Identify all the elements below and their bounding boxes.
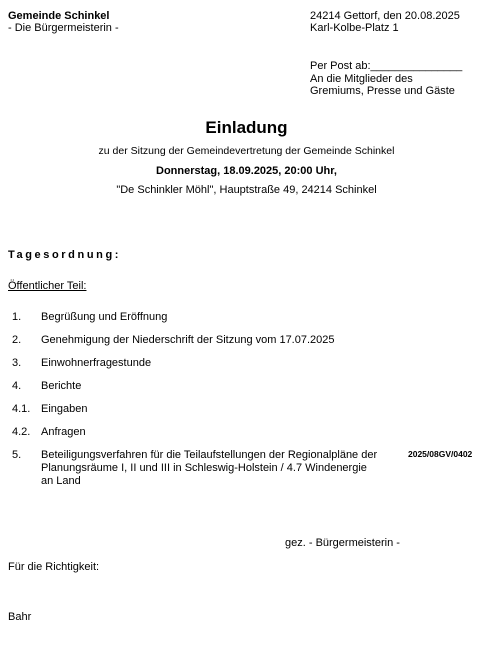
clerk-name: Bahr xyxy=(8,611,32,623)
agenda-heading: Tagesordnung: xyxy=(8,249,122,261)
meeting-datetime: Donnerstag, 18.09.2025, 20:00 Uhr, xyxy=(156,165,337,177)
meeting-location: "De Schinkler Möhl", Hauptstraße 49, 24214 Schinkel xyxy=(116,184,377,196)
agenda-item-number: 2. xyxy=(12,334,22,346)
address: Karl-Kolbe-Platz 1 xyxy=(310,22,399,34)
post-line: Per Post ab:_______________ xyxy=(310,60,463,72)
agenda-item-text: Genehmigung der Niederschrift der Sitzung vom 17.07.2025 xyxy=(41,334,335,346)
agenda-item-text: Einwohnerfragestunde xyxy=(41,357,152,369)
agenda-item-text: Begrüßung und Eröffnung xyxy=(41,311,168,323)
agenda-item-number: 5. xyxy=(12,449,22,461)
recipients-line-2: Gremiums, Presse und Gäste xyxy=(310,85,455,97)
agenda-item-number: 1. xyxy=(12,311,22,323)
org-subtitle: - Die Bürgermeisterin - xyxy=(8,22,119,34)
invitation-subtitle: zu der Sitzung der Gemeindevertretung der Gemeinde Schinkel xyxy=(98,145,395,157)
org-name: Gemeinde Schinkel xyxy=(8,10,110,22)
agenda-item-text: Beteiligungsverfahren für die Teilaufstellungen der Regionalpläne der Planungsräume I, II und III in Schleswig-Holstein / 4.7 Windenergie an Land xyxy=(41,449,378,487)
invitation-title: Einladung xyxy=(205,118,288,137)
agenda-item-text: Berichte xyxy=(41,380,82,392)
agenda-item-reference: 2025/08GV/0402 xyxy=(408,449,473,459)
signature-line: gez. - Bürgermeisterin - xyxy=(285,537,400,549)
recipients-line-1: An die Mitglieder des xyxy=(310,73,413,85)
place-date: 24214 Gettorf, den 20.08.2025 xyxy=(310,10,460,22)
correctness-label: Für die Richtigkeit: xyxy=(8,561,100,573)
agenda-item-number: 4.2. xyxy=(12,426,31,438)
agenda-item-text: Anfragen xyxy=(41,426,86,438)
public-section-heading: Öffentlicher Teil: xyxy=(8,280,87,292)
agenda-item-number: 4.1. xyxy=(12,403,31,415)
agenda-item-number: 4. xyxy=(12,380,22,392)
agenda-item-text: Eingaben xyxy=(41,403,88,415)
agenda-item-number: 3. xyxy=(12,357,22,369)
